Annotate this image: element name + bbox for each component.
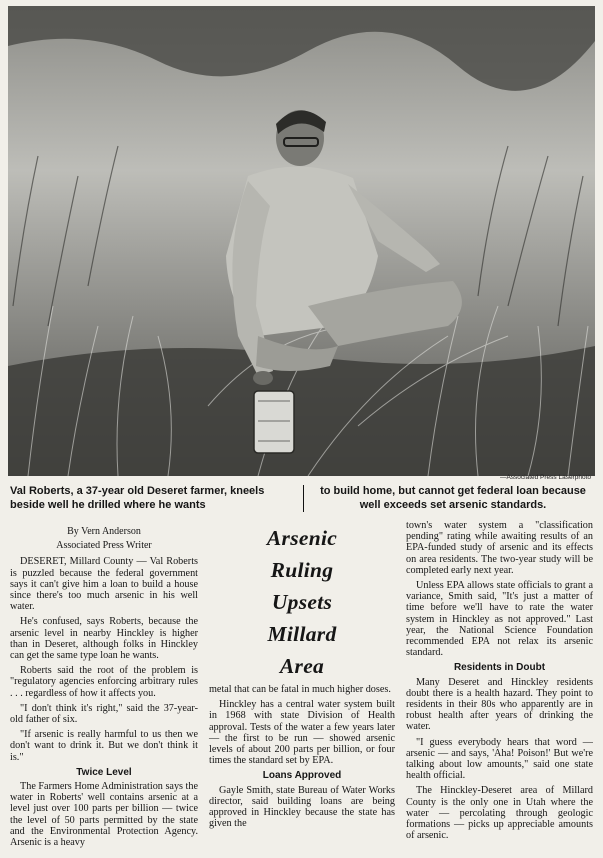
- byline: By Vern Anderson: [67, 526, 141, 537]
- subhead-twice-level: Twice Level: [76, 766, 132, 778]
- byline-title: Associated Press Writer: [56, 540, 152, 552]
- article-column-2: [209, 520, 395, 833]
- headline-line: Millard: [267, 622, 337, 646]
- subhead-residents-in-doubt: Residents in Doubt: [453, 662, 546, 674]
- paragraph: DESERET, Millard County — Val Roberts is puzzled because the federal government says it can't give him a loan to build a house since there's too much arsenic in his well water.: [10, 556, 198, 613]
- paragraph: The Farmers Home Administration says the water in Roberts' well contains arsenic at a level just over 100 parts per billion — twice the level of 50 parts permitted by the state and the Environmental Protection Agency. Arsenic is a heavy: [10, 781, 198, 849]
- paragraph: "I don't think it's right," said the 37-year-old father of six.: [10, 702, 198, 726]
- farmer-kneeling-illustration: [8, 6, 595, 476]
- caption-left: Val Roberts, a 37-year old Deseret farmer, kneels beside well he drilled where he wants: [10, 485, 265, 511]
- subhead-loans-approved: Loans Approved: [262, 770, 342, 782]
- paragraph: Many Deseret and Hinckley residents doubt there is a health hazard. They point to residents in their 80s who apparently are in robust health after years of drinking the water.: [406, 676, 593, 733]
- photo-credit: —Associated Press Laserphoto: [499, 474, 591, 481]
- article-column-3: [406, 520, 593, 845]
- paragraph: town's water system a "classification pending" rating while awaiting results of an EPA-funded study of arsenic and its effects on area residents. The two-year study will be completed early next year.: [406, 520, 593, 576]
- paragraph: "I guess everybody hears that word — arsenic — and says, 'Aha! Poison!' But we're talking about low amounts," said one state health official.: [406, 736, 593, 782]
- article-column-1: [10, 520, 198, 852]
- paragraph: Unless EPA allows state officials to grant a variance, Smith said, "It's just a matter of time before we'll have to rate the water system in Hinckley as not approved." Last year, the National Science Foundation recommended EPA not relax its arsenic standard.: [406, 580, 593, 659]
- headline-line: Upsets: [271, 590, 333, 614]
- headline-line: Ruling: [270, 558, 334, 582]
- paragraph: "If arsenic is really harmful to us then we don't want to drink it. But we don't think it is.": [10, 729, 198, 763]
- headline-line: Area: [279, 654, 325, 678]
- paragraph: The Hinckley-Deseret area of Millard County is the only one in Utah where the water — percolating through geologic formations — picks up appreciable amounts of arsenic.: [406, 785, 593, 842]
- headline: [209, 522, 395, 684]
- headline-line: Arsenic: [266, 526, 338, 550]
- caption-right: to build home, but cannot get federal loan because well exceeds set arsenic standards.: [320, 485, 586, 511]
- paragraph: Gayle Smith, state Bureau of Water Works director, said building loans are being approved in Hinckley because the state has given the: [209, 784, 395, 830]
- paragraph: Roberts said the root of the problem is "regulatory agencies enforcing arbitrary rules . . . regardless of how it affects you.: [10, 665, 198, 699]
- paragraph: He's confused, says Roberts, because the arsenic level in nearby Hinckley is higher than in Deseret, although folks in Hinckley can get the same type loan he wants.: [10, 616, 198, 662]
- photo-caption: [10, 484, 595, 514]
- paragraph: metal that can be fatal in much higher doses.: [209, 684, 391, 695]
- paragraph: Hinckley has a central water system built in 1968 with state Division of Health approval. Tests of the water a few years later — the first to be run — showed arsenic levels of about 200 parts per billion, or four times the standard set by EPA.: [209, 699, 395, 767]
- caption-divider: [303, 485, 304, 512]
- news-photo: [8, 6, 595, 476]
